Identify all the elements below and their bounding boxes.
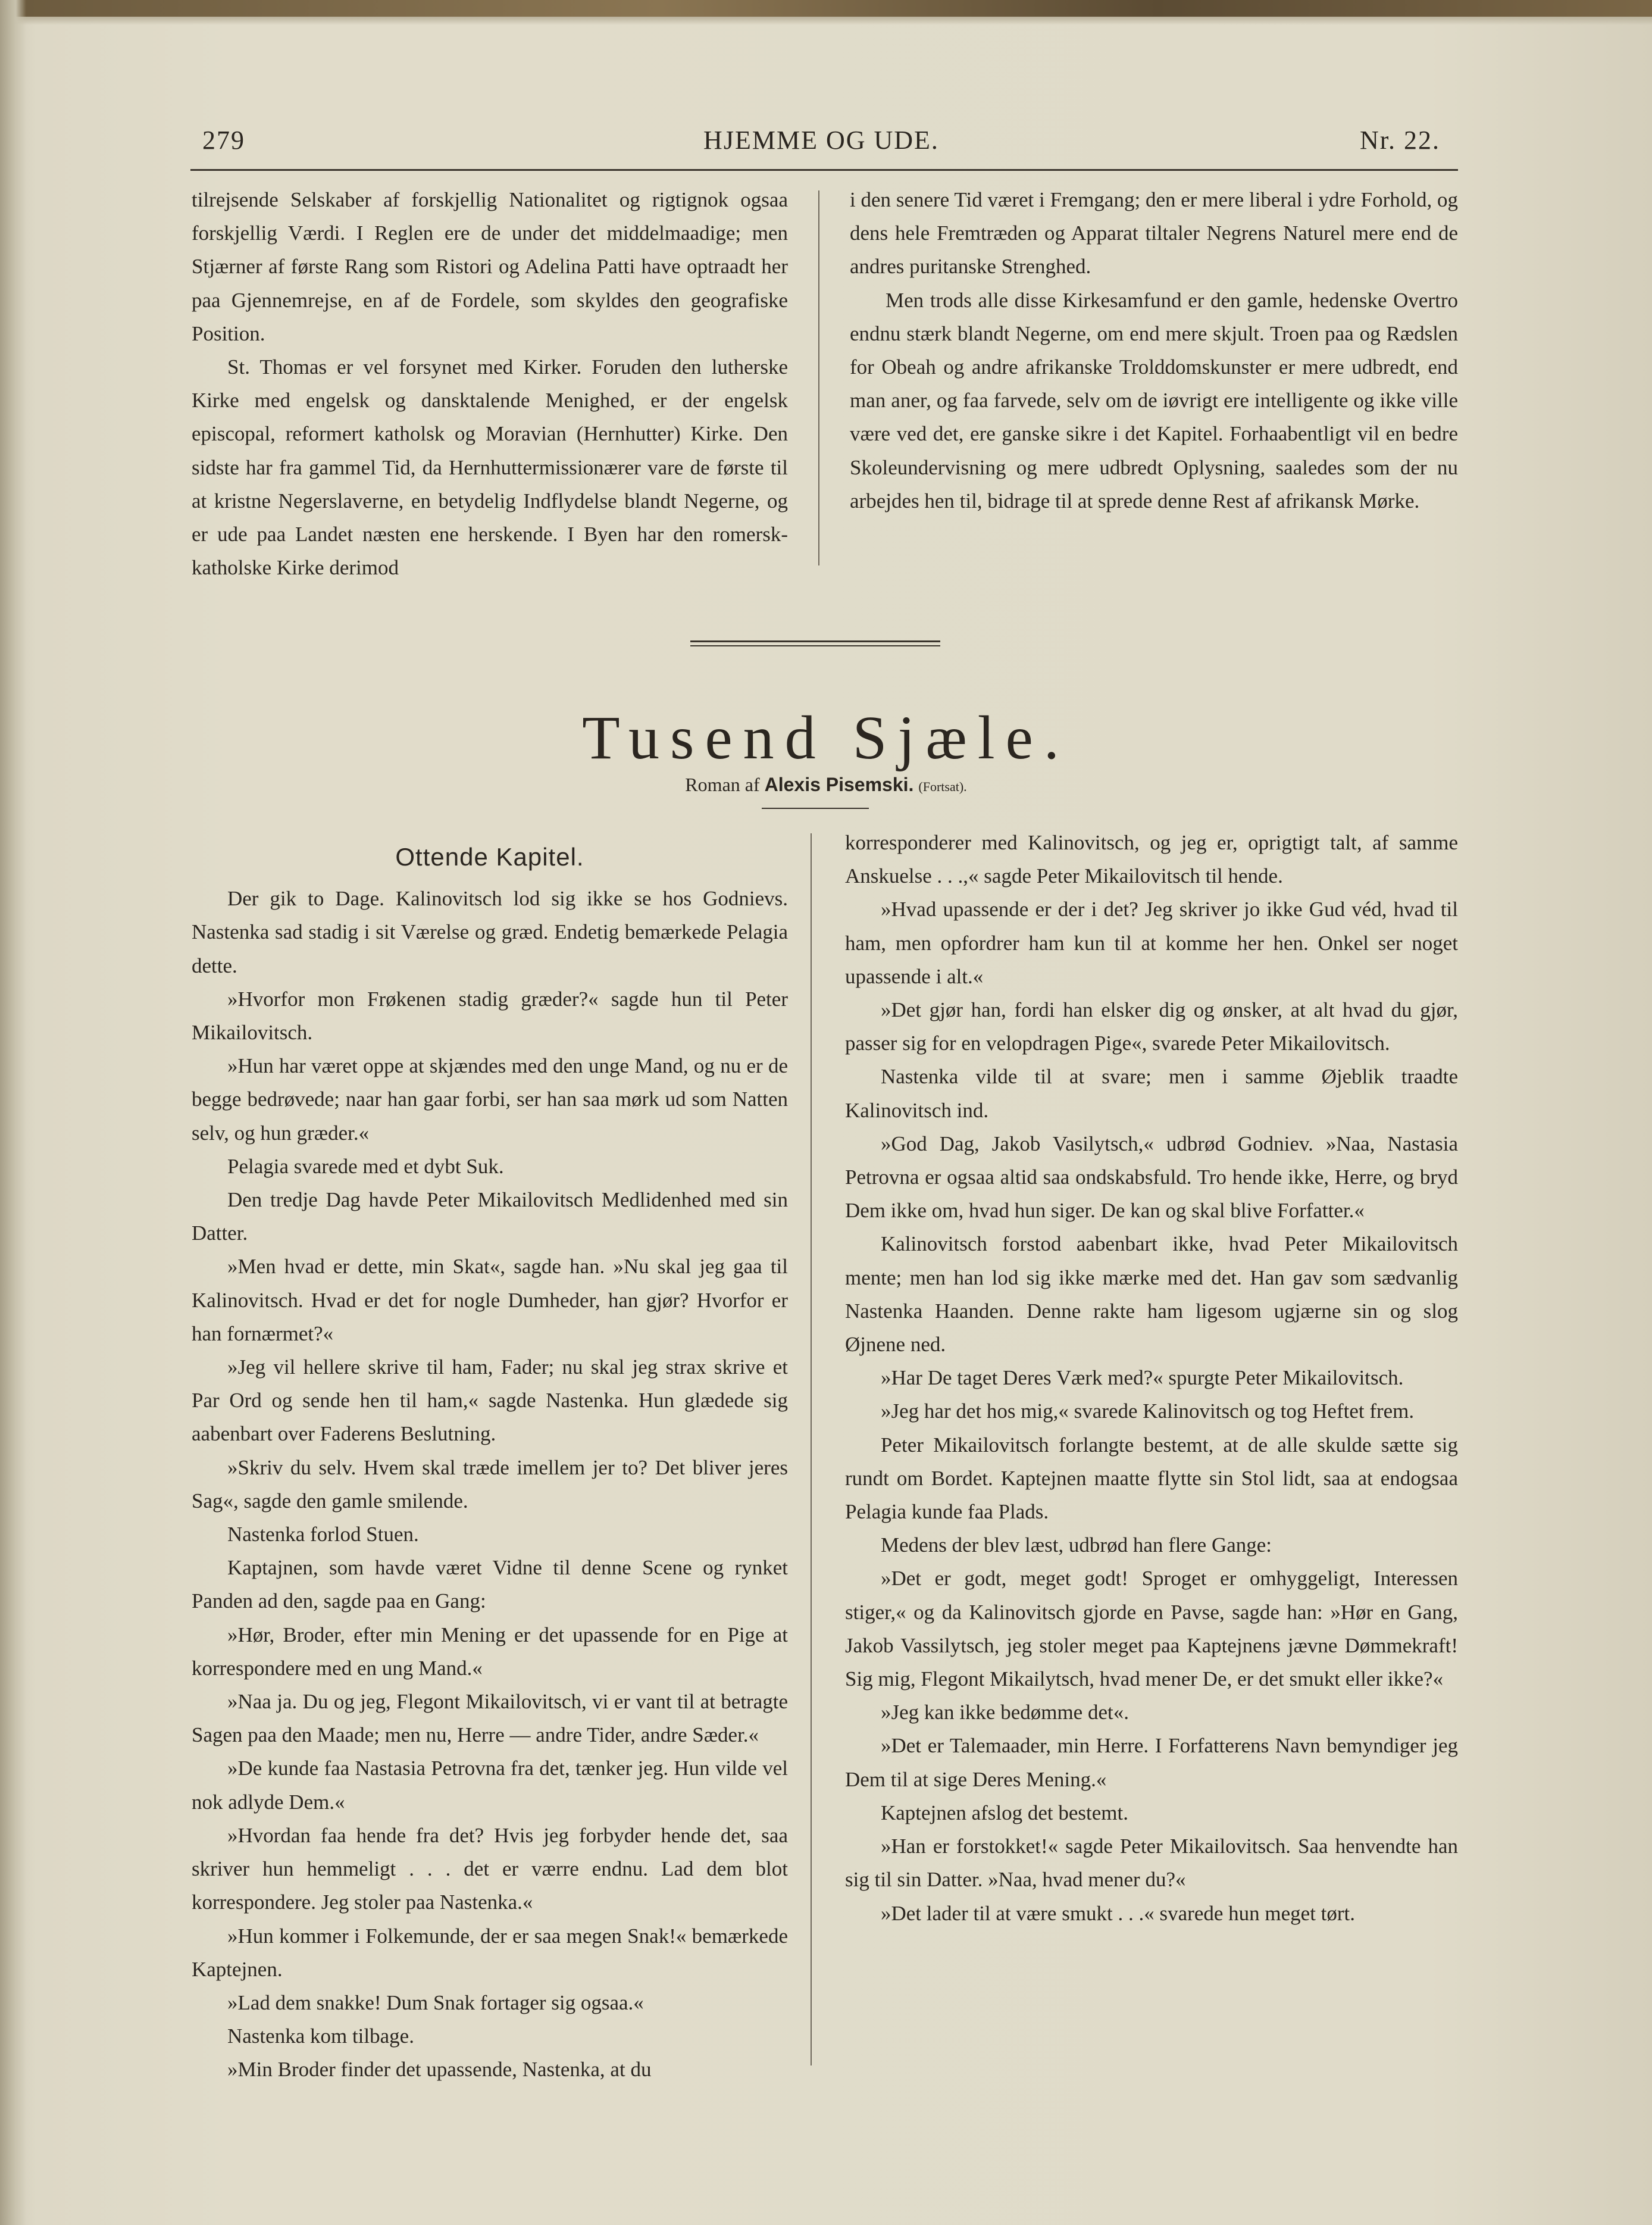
chapter-heading: Ottende Kapitel. [395, 843, 584, 871]
paragraph: tilrejsende Selskaber af forskjellig Nationalitet og rigtignok ogsaa forskjellig Værdi. I Reglen ere de under det middelmaadige; men Stjærner af første Rang som Ristori og Adelina Patti have optraadt her paa Gjennemrejse, en af de Fordele, som skyldes den geografiske Position. [192, 188, 788, 345]
paragraph: Kalinovitsch forstod aabenbart ikke, hvad Peter Mikailovitsch mente; men han lod sig ikke mærke med det. Han gav som sædvanlig Nastenka Haanden. Denne rakte ham ligesom ugjærne sin og slog Øjnene ned. [845, 1232, 1458, 1357]
paragraph: »Lad dem snakke! Dum Snak fortager sig ogsaa.« [227, 1990, 644, 2014]
paragraph: »Hvorfor mon Frøkenen stadig græder?« sagde hun til Peter Mikailovitsch. [192, 987, 788, 1045]
byline-prefix: Roman af [685, 774, 760, 795]
paragraph: »Det lader til at være smukt . . .« svarede hun meget tørt. [881, 1901, 1356, 1925]
paragraph: »Hun har været oppe at skjændes med den unge Mand, og nu er de begge bedrøvede; naar han gaar forbi, ser han saa mørk ud som Natten selv, og hun græder.« [192, 1054, 788, 1145]
running-header [202, 125, 1440, 167]
paragraph: Den tredje Dag havde Peter Mikailovitsch Medlidenhed med sin Datter. [192, 1188, 788, 1245]
paragraph: »Det er Talemaader, min Herre. I Forfatterens Navn bemyndiger jeg Dem til at sige Deres Mening.« [845, 1734, 1458, 1791]
paragraph: »Jeg har det hos mig,« svarede Kalinovitsch og tog Heftet frem. [881, 1399, 1415, 1423]
paragraph: korresponderer med Kalinovitsch, og jeg er, oprigtigt talt, af samme Anskuelse . . .,« sagde Peter Mikailovitsch til hende. [845, 831, 1458, 888]
column-rule [818, 190, 819, 565]
paragraph: Pelagia svarede med et dybt Suk. [227, 1154, 504, 1178]
paragraph: »Jeg kan ikke bedømme det«. [881, 1701, 1129, 1724]
paragraph: »Men hvad er dette, min Skat«, sagde han. »Nu skal jeg gaa til Kalinovitsch. Hvad er det for nogle Dumheder, han gjør? Hvorfor er han fornærmet?« [192, 1255, 788, 1345]
binding-edge [0, 0, 26, 2225]
paragraph: Nastenka kom tilbage. [227, 2024, 414, 2048]
header-rule [190, 169, 1458, 171]
paragraph: Nastenka vilde til at svare; men i samme Øjeblik traadte Kalinovitsch ind. [845, 1065, 1458, 1122]
paragraph: »Jeg vil hellere skrive til ham, Fader; nu skal jeg strax skrive et Par Ord og sende hen til ham,« sagde Nastenka. Hun glædede sig aabenbart over Faderens Beslutning. [192, 1355, 788, 1446]
upper-left-column [192, 183, 788, 585]
page-number: 279 [202, 126, 245, 155]
paragraph: Der gik to Dage. Kalinovitsch lod sig ikke se hos Godnievs. Nastenka sad stadig i sit Værelse og græd. Endetig bemærkede Pelagia dette. [192, 887, 788, 977]
paragraph: »Hvordan faa hende fra det? Hvis jeg forbyder hende det, saa skriver hun hemmeligt . . . det er værre endnu. Lad dem blot korrespondere. Jeg stoler paa Nastenka.« [192, 1823, 788, 1914]
page-top-shadow [0, 17, 1652, 25]
title-rule [762, 808, 869, 809]
lower-right-column [845, 826, 1458, 1930]
paragraph: »Hør, Broder, efter min Mening er det upassende for en Pige at korrespondere med en ung Mand.« [192, 1623, 788, 1680]
journal-title: HJEMME OG UDE. [703, 126, 939, 155]
paragraph: »Han er forstokket!« sagde Peter Mikailovitsch. Saa henvendte han sig til sin Datter. »Naa, hvad mener du?« [845, 1835, 1458, 1892]
paragraph: Kaptejnen afslog det bestemt. [881, 1801, 1128, 1824]
section-separator [690, 640, 940, 646]
paragraph: »Det er godt, meget godt! Sproget er omhyggeligt, Interessen stiger,« og da Kalinovitsch gjorde en Pavse, sagde han: »Hør en Gang, Jakob Vassilytsch, jeg stoler meget paa Kaptejnens jævne Dømmekraft! Sig mig, Flegont Mikailytsch, hvad mener De, er det smukt eller ikke?« [845, 1567, 1458, 1691]
issue-number: Nr. 22. [1360, 126, 1440, 155]
continued-note: (Fortsat). [918, 779, 967, 794]
page-top-edge [0, 0, 1652, 17]
paragraph: Men trods alle disse Kirkesamfund er den gamle, hedenske Overtro endnu stærk blandt Negerne, om end mere skjult. Troen paa og Rædslen for Obeah og andre afrikanske Trolddomskunster er mere udbredt, end man aner, og faa farvede, selv om de iøvrigt ere intelligente og ikke ville være ved det, ere ganske sikre i det Kapitel. Forhaabentligt vil en bedre Skoleundervisning og mere udbredt Oplysning, saaledes som der nu arbejdes hen til, bidrage til at sprede denne Rest af afrikansk Mørke. [850, 288, 1458, 512]
author-name: Alexis Pisemski. [764, 774, 914, 795]
paragraph: »Har De taget Deres Værk med?« spurgte Peter Mikailovitsch. [881, 1366, 1404, 1390]
paragraph: »Hun kommer i Folkemunde, der er saa megen Snak!« bemærkede Kaptejnen. [192, 1924, 788, 1981]
paragraph: »De kunde faa Nastasia Petrovna fra det, tænker jeg. Hun vilde vel nok adlyde Dem.« [192, 1757, 788, 1814]
paragraph: i den senere Tid været i Fremgang; den er mere liberal i ydre Forhold, og dens hele Fremtræden og Apparat tiltaler Negrens Naturel mere end de andres puritanske Strenghed. [850, 188, 1458, 279]
paragraph: Medens der blev læst, udbrød han flere Gange: [881, 1533, 1272, 1557]
story-title: Tusend Sjæle. [582, 704, 1070, 772]
paragraph: Kaptajnen, som havde været Vidne til denne Scene og rynket Panden ad den, sagde paa en Gang: [192, 1556, 788, 1613]
paragraph: »God Dag, Jakob Vasilytsch,« udbrød Godniev. »Naa, Nastasia Petrovna er ogsaa altid saa ondskabsfuld. Tro hende ikke, Herre, og bryd Dem ikke om, hvad hun siger. De kan og skal blive Forfatter.« [845, 1132, 1458, 1223]
paragraph: »Det gjør han, fordi han elsker dig og ønsker, at alt hvad du gjør, passer sig for en velopdragen Pige«, svarede Peter Mikailovitsch. [845, 998, 1458, 1055]
paragraph: Peter Mikailovitsch forlangte bestemt, at de alle skulde sætte sig rundt om Bordet. Kaptejnen maatte flytte sin Stol lidt, saa at endogsaa Pelagia kunde faa Plads. [845, 1433, 1458, 1524]
paragraph: »Min Broder finder det upassende, Nastenka, at du [227, 2058, 652, 2082]
lower-left-column [192, 840, 788, 2087]
paragraph: Nastenka forlod Stuen. [227, 1523, 419, 1546]
upper-right-column [850, 183, 1458, 518]
paragraph: »Skriv du selv. Hvem skal træde imellem jer to? Det bliver jeres Sag«, sagde den gamle smilende. [192, 1455, 788, 1512]
paragraph: St. Thomas er vel forsynet med Kirker. Foruden den lutherske Kirke med engelsk og dansktalende Menighed, er der engelsk episcopal, reformert katholsk og Moravian (Hernhutter) Kirke. Den sidste har fra gammel Tid, da Hernhuttermissionærer vare de første til at kristne Negerslaverne, en betydelig Indflydelse blandt Negerne, og er ude paa Landet næsten ene herskende. I Byen har den romersk-katholske Kirke derimod [192, 355, 788, 580]
column-rule [811, 833, 812, 2065]
paragraph: »Naa ja. Du og jeg, Flegont Mikailovitsch, vi er vant til at betragte Sagen paa den Maade; men nu, Herre — andre Tider, andre Sæder.« [192, 1690, 788, 1747]
paragraph: »Hvad upassende er der i det? Jeg skriver jo ikke Gud véd, hvad til ham, men opfordrer ham kun til at komme her hen. Onkel ser noget upassende i alt.« [845, 898, 1458, 988]
byline [0, 774, 1652, 796]
